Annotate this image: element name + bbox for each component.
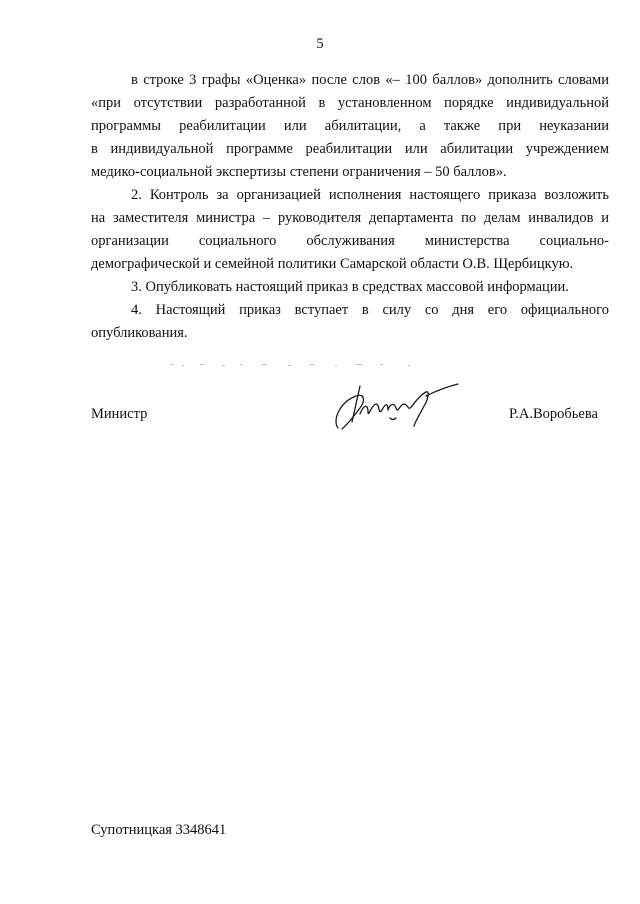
body-line: «при отсутствии разработанной в установленном порядке индивидуальной — [91, 95, 609, 111]
body-line: 3. Опубликовать настоящий приказ в средствах массовой информации. — [131, 279, 569, 295]
page-number: 5 — [316, 36, 324, 52]
signer-position: Министр — [91, 406, 148, 422]
body-line: в индивидуальной программе реабилитации или абилитации учреждением — [91, 141, 609, 157]
body-line: демографической и семейной политики Самарской области О.В. Щербицкую. — [91, 256, 574, 272]
body-line: медико-социальной экспертизы степени ограничения – 50 баллов». — [91, 164, 507, 180]
body-line: 4. Настоящий приказ вступает в силу со дня его официального — [131, 302, 609, 318]
signer-name: Р.А.Воробьева — [509, 406, 598, 422]
executor-footer: Супотницкая 3348641 — [91, 822, 227, 838]
body-line: организации социального обслуживания министерства социально- — [91, 233, 609, 249]
body-line: на заместителя министра – руководителя департамента по делам инвалидов и — [91, 210, 609, 226]
body-line: 2. Контроль за организацией исполнения настоящего приказа возложить — [131, 187, 609, 203]
body-line: в строке 3 графы «Оценка» после слов «– 100 баллов» дополнить словами — [131, 72, 609, 88]
handwritten-signature — [330, 374, 465, 434]
body-line: опубликования. — [91, 325, 188, 341]
scan-artifact — [170, 360, 430, 370]
body-line: программы реабилитации или абилитации, а также при неуказании — [91, 118, 609, 134]
